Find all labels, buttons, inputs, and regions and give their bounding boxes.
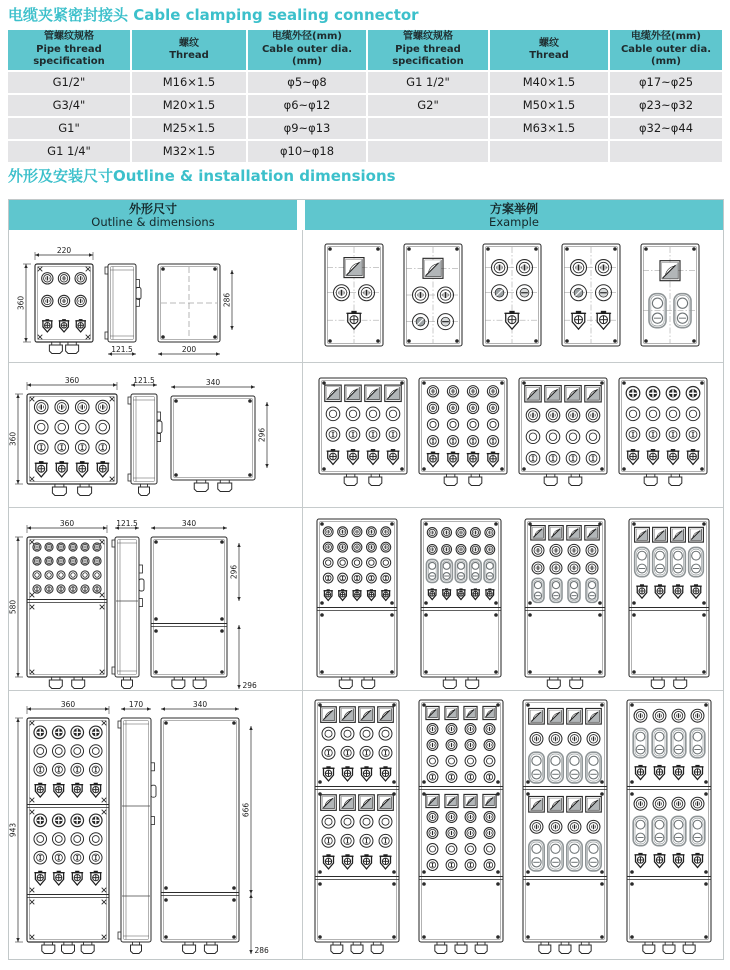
front-view — [9, 700, 109, 954]
svg-text:296: 296 — [229, 564, 239, 580]
spec-header-cell: 电缆外径(mm) Cable outer dia. (mm) — [248, 30, 366, 70]
outline-header-zh: 外形尺寸 — [128, 201, 177, 216]
outline-cell-3 — [9, 507, 302, 690]
example-box — [562, 244, 620, 346]
outline-drawing-4 — [9, 690, 302, 959]
svg-text:286: 286 — [222, 292, 232, 308]
svg-text:360: 360 — [60, 699, 76, 709]
svg-text:666: 666 — [241, 802, 251, 818]
page-title-outline: 外形及安装尺寸Outline & installation dimensions — [8, 167, 396, 185]
spec-cell: φ6~φ12 — [248, 95, 366, 116]
spec-cell: G1 1/4" — [8, 141, 130, 162]
spec-cell: G2" — [368, 95, 488, 116]
spec-header-cell: 管螺纹规格 Pipe thread specification — [368, 30, 488, 70]
example-box — [419, 700, 503, 954]
outline-drawing-1 — [9, 230, 302, 362]
spec-header-cell: 电缆外径(mm) Cable outer dia. (mm) — [610, 30, 722, 70]
connector-spec-table — [8, 30, 722, 162]
example-header-zh: 方案举例 — [489, 201, 538, 216]
spec-cell — [368, 118, 488, 139]
example-drawing-1 — [303, 230, 723, 362]
example-box — [404, 244, 462, 346]
example-box — [315, 700, 399, 954]
example-cell-3 — [303, 507, 723, 690]
example-box — [525, 519, 605, 689]
svg-text:360: 360 — [16, 295, 26, 311]
back-view — [171, 378, 269, 492]
svg-text:121.5: 121.5 — [133, 375, 155, 385]
front-view — [9, 376, 117, 496]
example-drawing-4 — [303, 690, 723, 959]
example-header-cell — [305, 200, 723, 230]
spec-cell: M50×1.5 — [490, 95, 608, 116]
spec-cell: G3/4" — [8, 95, 130, 116]
example-cell-1 — [303, 230, 723, 362]
example-drawing-2 — [303, 362, 723, 507]
example-box — [421, 519, 501, 689]
front-view — [9, 519, 107, 689]
example-box — [627, 700, 711, 954]
example-box — [619, 378, 707, 486]
outline-header-en: Outline & dimensions — [91, 214, 215, 229]
spec-header-cell: 螺纹 Thread — [132, 30, 246, 70]
back-view — [161, 700, 269, 955]
spec-cell: φ17~φ25 — [610, 72, 722, 93]
svg-text:360: 360 — [9, 431, 18, 447]
spec-cell: φ5~φ8 — [248, 72, 366, 93]
back-view — [158, 264, 234, 356]
spec-cell: G1/2" — [8, 72, 130, 93]
svg-text:296: 296 — [257, 427, 267, 443]
outline-drawing-3 — [9, 507, 302, 690]
svg-text:360: 360 — [64, 375, 80, 385]
spec-cell: M20×1.5 — [132, 95, 246, 116]
svg-text:296: 296 — [242, 681, 257, 690]
example-box — [325, 244, 383, 346]
spec-cell — [610, 141, 722, 162]
svg-text:580: 580 — [9, 599, 18, 615]
spec-cell: M25×1.5 — [132, 118, 246, 139]
spec-cell: φ32~φ44 — [610, 118, 722, 139]
example-box — [317, 519, 397, 689]
svg-text:943: 943 — [9, 822, 18, 838]
example-box — [523, 700, 607, 954]
spec-cell: φ23~φ32 — [610, 95, 722, 116]
example-box — [629, 519, 709, 689]
example-drawing-3 — [303, 507, 723, 690]
spec-cell: M40×1.5 — [490, 72, 608, 93]
dimensions-table — [8, 199, 724, 960]
spec-header-cell: 管螺纹规格 Pipe thread specification — [8, 30, 130, 70]
svg-text:121.5: 121.5 — [111, 344, 133, 354]
spec-cell — [490, 141, 608, 162]
example-cell-4 — [303, 690, 723, 959]
back-view — [151, 519, 257, 690]
example-box — [319, 378, 407, 486]
outline-header-cell — [9, 200, 297, 230]
outline-drawing-2 — [9, 362, 302, 507]
side-view — [105, 264, 141, 356]
spec-cell: φ10~φ18 — [248, 141, 366, 162]
svg-text:340: 340 — [192, 699, 208, 709]
svg-text:170: 170 — [128, 699, 144, 709]
example-box — [419, 378, 507, 486]
side-view — [112, 519, 144, 689]
example-cell-2 — [303, 362, 723, 507]
svg-text:340: 340 — [181, 518, 197, 528]
svg-text:220: 220 — [56, 245, 72, 255]
spec-cell: M32×1.5 — [132, 141, 246, 162]
example-box — [641, 244, 699, 346]
svg-text:200: 200 — [181, 344, 197, 354]
example-header-en: Example — [489, 214, 539, 229]
svg-text:340: 340 — [205, 377, 221, 387]
outline-cell-1 — [9, 230, 302, 362]
svg-text:121.5: 121.5 — [116, 518, 138, 528]
spec-cell: G1 1/2" — [368, 72, 488, 93]
side-view — [118, 700, 156, 954]
spec-cell: M16×1.5 — [132, 72, 246, 93]
outline-cell-2 — [9, 362, 302, 507]
example-box — [483, 244, 541, 346]
spec-cell: φ9~φ13 — [248, 118, 366, 139]
spec-cell: G1" — [8, 118, 130, 139]
spec-header-cell: 螺纹 Thread — [490, 30, 608, 70]
outline-cell-4 — [9, 690, 302, 959]
example-box — [519, 378, 607, 486]
svg-text:286: 286 — [254, 946, 269, 955]
svg-text:360: 360 — [59, 518, 75, 528]
front-view — [17, 246, 94, 354]
spec-cell: M63×1.5 — [490, 118, 608, 139]
page-title-connector: 电缆夹紧密封接头 Cable clamping sealing connector — [8, 6, 419, 24]
side-view — [128, 376, 162, 496]
spec-cell — [368, 141, 488, 162]
